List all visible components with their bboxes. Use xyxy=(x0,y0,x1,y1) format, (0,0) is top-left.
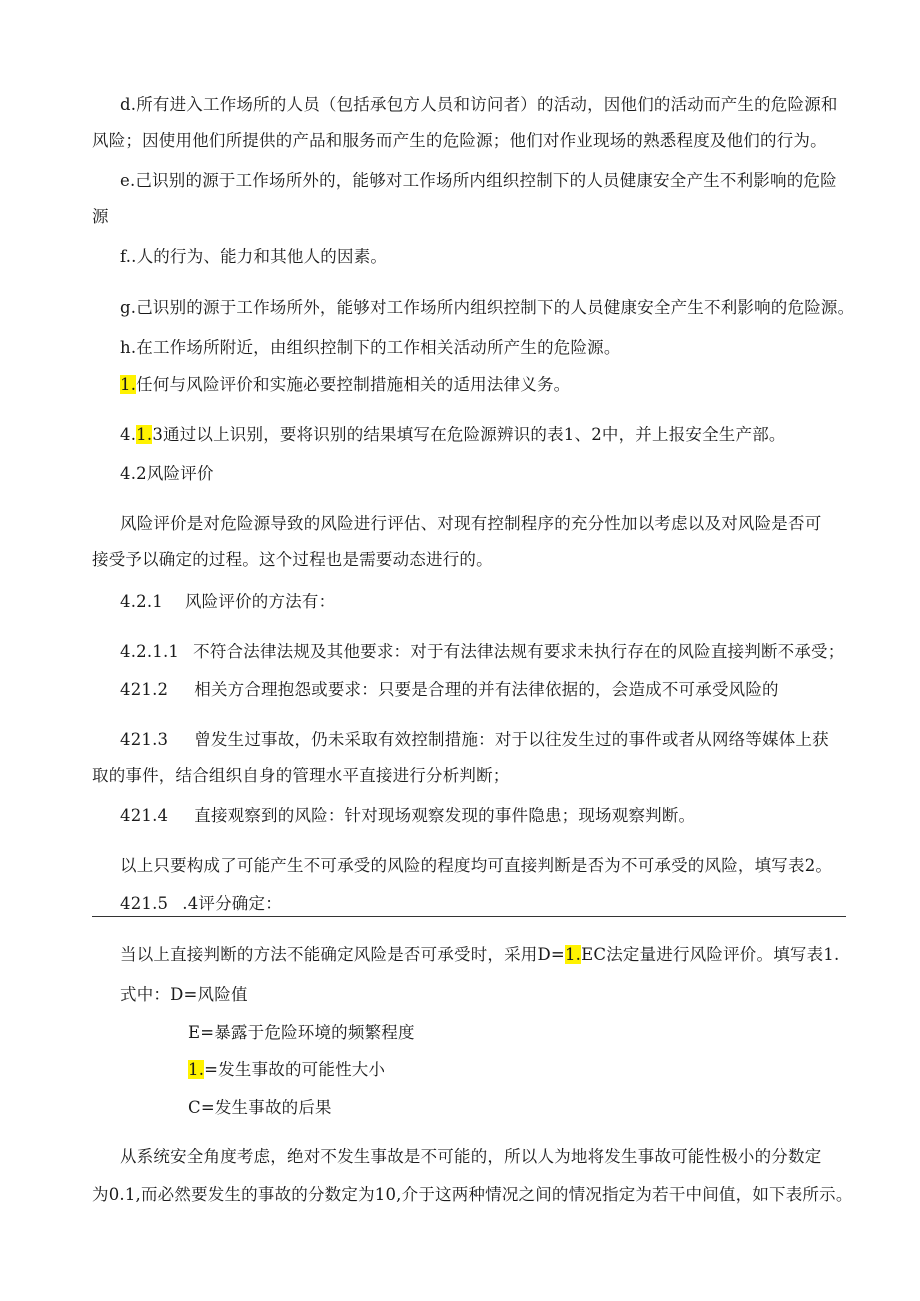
section-4-2-1-4 xyxy=(120,805,695,827)
item-d-line-2: 风险；因使用他们所提供的产品和服务而产生的危险源；他们对作业现场的熟悉程度及他们的行为。 xyxy=(92,131,827,150)
item-e-line-1: e.己识别的源于工作场所外的，能够对工作场所内组织控制下的人员健康安全产生不利影响的危险 xyxy=(120,171,837,190)
formula-l xyxy=(188,1059,385,1081)
section-4-2-heading: 4.2风险评价 xyxy=(120,464,214,483)
item-d-line-1: d.所有进入工作场所的人员（包括承包方人员和访问者）的活动，因他们的活动而产生的危险源和 xyxy=(120,95,838,114)
highlight-mark: 1. xyxy=(120,375,137,394)
section-number: 421.4 xyxy=(120,806,169,825)
section-4-1-3-prefix: 4. xyxy=(120,425,137,444)
item-f: f..人的行为、能力和其他人的因素。 xyxy=(120,247,388,266)
method-text-pre: 当以上直接判断的方法不能确定风险是否可承受时，采用D= xyxy=(120,945,565,964)
section-text: 相关方合理抱怨或要求：只要是合理的并有法律依据的，会造成不可承受风险的 xyxy=(194,680,779,699)
section-4-2-1 xyxy=(120,591,335,613)
item-i xyxy=(120,374,570,396)
final-paragraph-line-2: 为0.1,而必然要发生的事故的分数定为10,介于这两种情况之间的情况指定为若干中间值，如下表所示。 xyxy=(92,1185,853,1204)
section-4-1-3-text: 3通过以上识别，要将识别的结果填写在危险源辨识的表1、2中，并上报安全生产部。 xyxy=(152,425,786,444)
highlight-mark: 1. xyxy=(564,945,582,964)
section-number: 421.2 xyxy=(120,680,169,699)
horizontal-divider xyxy=(92,916,846,917)
item-h: h.在工作场所附近，由组织控制下的工作相关活动所产生的危险源。 xyxy=(120,338,621,357)
section-number: 4.2.1 xyxy=(120,592,163,611)
highlight-mark: 1. xyxy=(136,425,153,444)
section-4-1-3 xyxy=(120,424,786,446)
eval-paragraph-line-1: 风险评价是对危险源导致的风险进行评估、对现有控制程序的充分性加以考虑以及对风险是否可 xyxy=(120,514,822,533)
method-text-post: EC法定量进行风险评价。填写表1. xyxy=(581,945,840,964)
section-text: 不符合法律法规及其他要求：对于有法律法规有要求未执行存在的风险直接判断不承受； xyxy=(193,642,845,661)
section-text: 风险评价的方法有： xyxy=(184,592,336,611)
item-e-line-2: 源 xyxy=(92,207,109,226)
formula-l-text: =发生事故的可能性大小 xyxy=(204,1060,386,1079)
formula-c: C=发生事故的后果 xyxy=(188,1098,332,1117)
section-4-2-1-3 xyxy=(120,729,829,751)
eval-paragraph-line-2: 接受予以确定的过程。这个过程也是需要动态进行的。 xyxy=(92,550,493,569)
section-4-2-1-3-line-2: 取的事件，结合组织自身的管理水平直接进行分析判断； xyxy=(92,766,510,785)
item-g: g.己识别的源于工作场所外，能够对工作场所内组织控制下的人员健康安全产生不利影响的危险源。 xyxy=(120,298,855,317)
section-4-2-1-2 xyxy=(120,679,779,701)
formula-e: E=暴露于危险环境的频繁程度 xyxy=(188,1023,415,1042)
method-paragraph xyxy=(120,944,839,966)
formula-heading: 式中：D=风险值 xyxy=(120,985,248,1004)
section-number: 421.5 xyxy=(120,894,169,913)
item-i-text: 任何与风险评价和实施必要控制措施相关的适用法律义务。 xyxy=(136,375,571,394)
section-text: .4评分确定： xyxy=(182,894,282,913)
summary-paragraph: 以上只要构成了可能产生不可承受的风险的程度均可直接判断是否为不可承受的风险，填写表2。 xyxy=(120,856,833,875)
section-4-2-1-1 xyxy=(120,641,844,663)
final-paragraph-line-1: 从系统安全角度考虑，绝对不发生事故是不可能的，所以人为地将发生事故可能性极小的分数定 xyxy=(120,1147,822,1166)
section-number: 421.3 xyxy=(120,730,169,749)
section-text: 直接观察到的风险：针对现场观察发现的事件隐患；现场观察判断。 xyxy=(194,806,696,825)
section-4-2-1-5 xyxy=(120,893,282,915)
section-number: 4.2.1.1 xyxy=(120,642,180,661)
highlight-mark: 1. xyxy=(188,1060,205,1079)
section-text: 曾发生过事故，仍未采取有效控制措施：对于以往发生过的事件或者从网络等媒体上获 xyxy=(194,730,829,749)
